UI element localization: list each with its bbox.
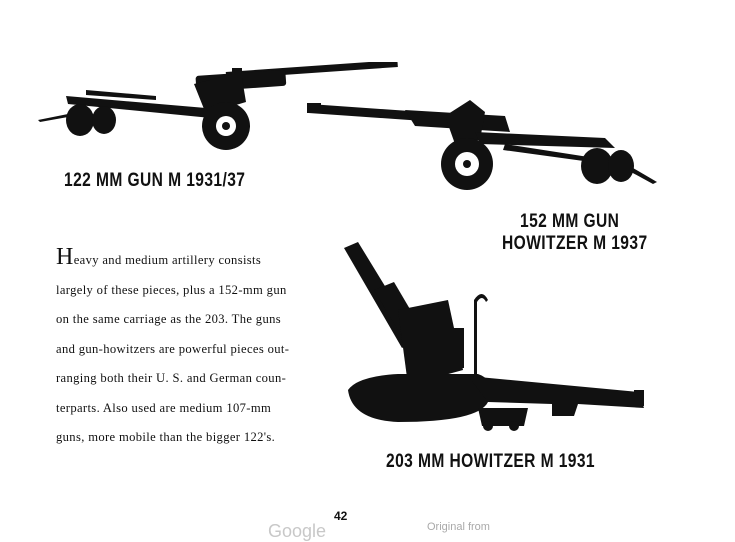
page-number: 42 — [334, 509, 348, 523]
body-line: guns, more mobile than the bigger 122's. — [56, 430, 276, 444]
body-line: ranging both their U. S. and German coun- — [56, 371, 287, 385]
original-from-watermark: Original from — [427, 521, 490, 533]
body-line: on the same carriage as the 203. The guns — [56, 312, 281, 326]
google-watermark: Google — [268, 521, 327, 541]
caption-152mm-line1: 152 MM GUN — [520, 211, 620, 232]
gun-howitzer-152mm-illustration — [305, 96, 660, 196]
body-line: and gun-howitzers are powerful pieces out- — [56, 341, 290, 356]
caption-122mm-gun: 122 MM GUN M 1931/37 — [64, 170, 246, 191]
body-line-first: Heavy and medium artillery consists — [56, 244, 262, 270]
caption-203mm-howitzer: 203 MM HOWITZER M 1931 — [386, 451, 596, 472]
caption-152mm-line2: HOWITZER M 1937 — [502, 233, 648, 254]
howitzer-203mm-illustration — [338, 240, 650, 432]
body-line: terparts. Also used are medium 107-mm — [56, 400, 272, 415]
drop-cap: H — [56, 244, 74, 270]
body-paragraph — [56, 243, 316, 453]
body-line: largely of these pieces, plus a 152-mm gun — [56, 282, 287, 297]
